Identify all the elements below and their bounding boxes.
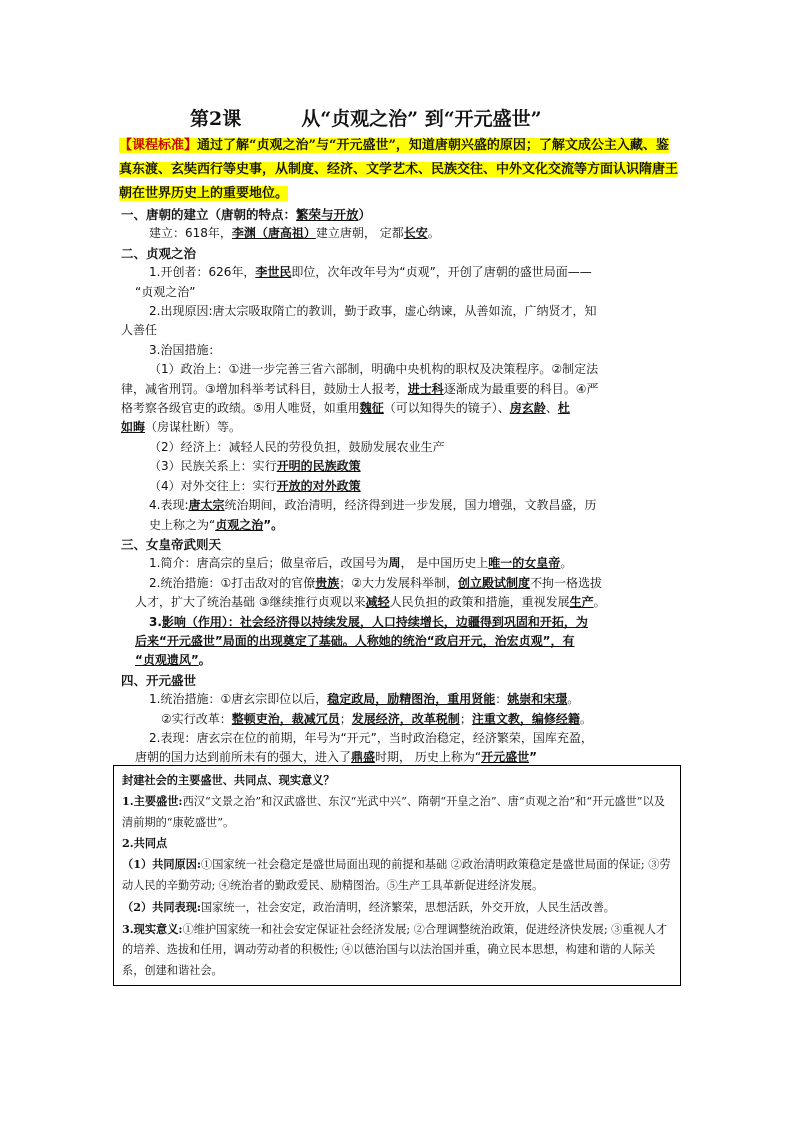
measure-foreign: （4）对外交往上：实行开放的对外政策	[149, 478, 361, 493]
wuzetian-impact: 3.影响（作用）：社会经济得以持续发展，人口持续增长，边疆得到巩固和开拓，为	[149, 614, 588, 629]
wuzetian-impact-cont1: 后来“开元盛世”局面的出现奠定了基础。人称她的统治“政启开元，治宏贞观”，有	[135, 633, 575, 648]
lesson-content	[121, 205, 681, 768]
summary-common-title: 2.共同点	[122, 836, 168, 851]
curriculum-standard	[119, 134, 679, 206]
summary-question: 封建社会的主要盛世、共同点、现实意义？	[122, 773, 335, 787]
zhenguan-measures-title: 3.治国措施：	[149, 342, 221, 357]
kaiyuan-measures: 1.统治措施：①唐玄宗即位以后，稳定政局，励精图治，重用贤能：姚崇和宋璟。	[149, 692, 580, 707]
section-4-heading: 四、开元盛世	[121, 672, 197, 688]
zhenguan-performance-cont: 史上称之为“贞观之治”。	[149, 517, 284, 532]
zhenguan-performance: 4.表现:唐太宗统治期间，政治清明，经济得到进一步发展，国力增强，文教昌盛，历	[149, 498, 597, 513]
summary-significance: 3.现实意义:①维护国家统一和社会安定保证社会经济发展; ②合理调整统治政策，促进经济快发展; ③重视人才的培养、选拔和任用，调动劳动者的积极性; ④以德治国与以法治国并重，确立民本思想，构建和谐的人际关系，创建和谐社会。	[122, 921, 668, 978]
summary-main-eras: 1.主要盛世:西汉“文景之治”和汉武盛世、东汉“光武中兴”、隋朝“开皇之治”、唐“贞观之治”和“开元盛世”以及清前期的“康乾盛世”。	[122, 793, 665, 829]
zhenguan-reasons-cont: 人善任	[121, 323, 158, 338]
measure-political-cont3: 如晦（房谋杜断）等。	[121, 420, 242, 435]
section-3-heading: 三、女皇帝武则天	[121, 536, 222, 552]
standard-label: 【课程标准】	[119, 138, 198, 153]
kaiyuan-performance-cont: 唐朝的国力达到前所未有的强大，进入了鼎盛时期， 历史上称为“开元盛世”	[135, 750, 537, 765]
kaiyuan-performance: 2.表现：唐玄宗在位的前期，年号为“开元”，当时政治稳定，经济繁荣，国库充盈，	[149, 730, 593, 745]
section-1-heading: 一、唐朝的建立（唐朝的特点：繁荣与开放）	[121, 207, 372, 222]
wuzetian-intro: 1.简介：唐高宗的皇后；做皇帝后，改国号为周， 是中国历史上唯一的女皇帝。	[149, 556, 573, 571]
section-2-heading: 二、贞观之治	[121, 245, 197, 261]
standard-text: 通过了解“贞观之治”与“开元盛世”，知道唐朝兴盛的原因；了解文成公主入藏、鉴真东渡、玄奘西行等史事，从制度、经济、文学艺术、民族交往、中外文化交流等方面认识隋唐王朝在世界历史上的重要地位。	[119, 138, 679, 201]
wuzetian-measures-cont: 人才，扩大了统治基础 ③继续推行贞观以来减轻人民负担的政策和措施，重视发展生产。	[135, 595, 606, 610]
zhenguan-name: “贞观之治”	[135, 284, 196, 299]
zhenguan-reasons: 2.出现原因:唐太宗吸取隋亡的教训，勤于政事，虚心纳谏，从善如流，广纳贤才，知	[149, 304, 597, 319]
kaiyuan-reforms: ②实行改革：整顿吏治，裁减冗员；发展经济，改革税制；注重文教，编修经籍。	[161, 711, 592, 726]
summary-common-causes: （1）共同原因:①国家统一社会稳定是盛世局面出现的前提和基础 ②政治清明政策稳定是盛世局面的保证; ③劳动人民的辛勤劳动; ④统治者的勤政爱民、励精图治。⑤生产工具革新促进经济发展。	[122, 857, 671, 892]
zhenguan-founder: 1.开创者：626年，李世民即位，次年改年号为“贞观”，开创了唐朝的盛世局面——	[149, 265, 592, 280]
measure-political-cont2: 格考察各级官吏的政绩。⑤用人唯贤，如重用魏征（可以知得失的镜子）、房玄龄、杜	[121, 401, 570, 416]
summary-common-features: （2）共同表现:国家统一，社会安定，政治清明，经济繁荣，思想活跃，外交开放，人民生活改善。	[122, 899, 615, 914]
measure-ethnic: （3）民族关系上：实行开明的民族政策	[149, 459, 361, 474]
wuzetian-impact-cont2: “贞观遗风”。	[135, 653, 211, 668]
page-title	[190, 104, 630, 131]
lesson-number: 第2课	[190, 108, 242, 130]
summary-box	[113, 765, 681, 986]
measure-political-cont1: 律，减省刑罚。③增加科举考试科目，鼓励士人报考，进士科逐渐成为最重要的科目。④严	[121, 381, 599, 396]
wuzetian-measures: 2.统治措施：①打击敌对的官僚贵族；②大力发展科举制，创立殿试制度不拘一格选拔	[149, 575, 603, 590]
measure-political: （1）政治上：①进一步完善三省六部制，明确中央机构的职权及决策程序。②制定法	[149, 362, 599, 377]
lesson-topic: 从“贞观之治” 到“开元盛世”	[301, 108, 542, 130]
section-1-founding: 建立：618年，李渊（唐高祖）建立唐朝， 定都长安。	[149, 226, 440, 241]
measure-economic: （2）经济上：减轻人民的劳役负担，鼓励发展农业生产	[149, 439, 445, 454]
